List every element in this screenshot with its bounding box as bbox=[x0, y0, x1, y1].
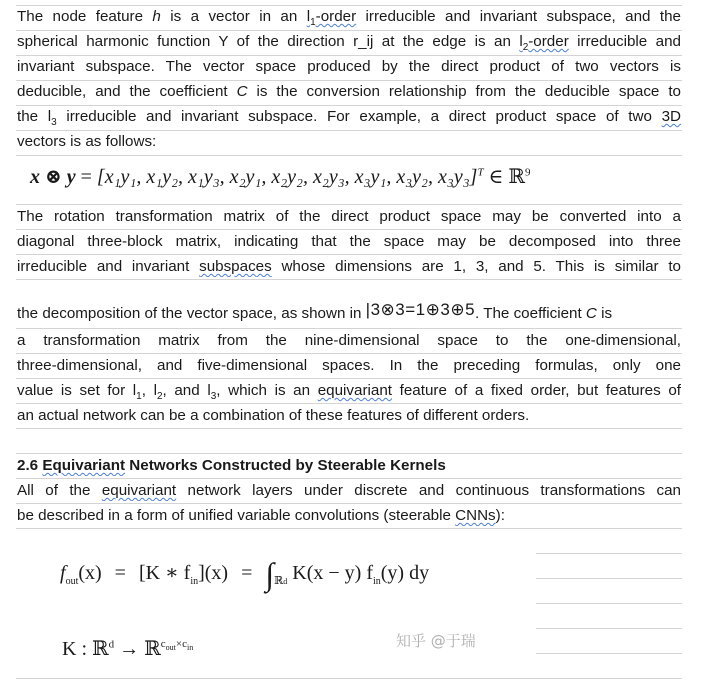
paragraph-line: diagonal three-block matrix, indicating that the space may be decomposed into three bbox=[17, 233, 681, 250]
rule-line bbox=[16, 428, 682, 429]
paragraph-line: The rotation transformation matrix of the direct product space may be converted into a bbox=[17, 208, 681, 225]
rule-line bbox=[16, 378, 682, 379]
rule-line bbox=[16, 229, 682, 230]
paragraph-line: value is set for $l_1$, $l_2$, and $l_3$, which is an equivariant feature of a fixed order, but features of bbox=[17, 382, 681, 403]
paragraph-line: three-dimensional, and five-dimensional spaces. In the preceding formulas, only one bbox=[17, 357, 681, 374]
rule-line bbox=[16, 279, 682, 280]
paragraph-line: deducible, and the coefficient C is the conversion relationship from the deducible space to bbox=[17, 83, 681, 100]
paragraph-line: be described in a form of unified variable convolutions (steerable CNNs): bbox=[17, 507, 505, 524]
rule-line bbox=[16, 503, 682, 504]
paragraph-line: the decomposition of the vector space, as shown in |3⊗3=1⊕3⊕5. The coefficient C is bbox=[17, 300, 613, 322]
rule-line bbox=[16, 204, 682, 205]
rule-line bbox=[16, 254, 682, 255]
paragraph-line: spherical harmonic function Y of the direction r_ij at the edge is an $l_2$-order irreducible and bbox=[17, 33, 681, 54]
paragraph-line: irreducible and invariant subspaces whose dimensions are 1, 3, and 5. This is similar to bbox=[17, 258, 681, 275]
rule-line bbox=[536, 653, 682, 654]
rule-line bbox=[16, 528, 682, 529]
rule-line bbox=[16, 478, 682, 479]
rule-line bbox=[16, 453, 682, 454]
rule-line bbox=[16, 353, 682, 354]
rule-line bbox=[16, 105, 682, 106]
kernel-definition-equation: K : ℝ$^d$ → ℝ$^{c_{out}\times c_{in}}$ bbox=[62, 638, 194, 660]
direct-product-equation: x ⊗ y = [x₁y₁, x₁y₂, x₁y₃, x₂y₁, x₂y₂, x₂y₃, x₃y₁, x₃y₂, x₃y₃]$^T$ ∈ ℝ$^9$ bbox=[30, 166, 531, 188]
paragraph-line: All of the equivariant network layers under discrete and continuous transformations can bbox=[17, 482, 681, 499]
decomposition-formula: |3⊗3=1⊕3⊕5 bbox=[365, 300, 476, 319]
rule-line bbox=[16, 328, 682, 329]
paragraph-line: The node feature h is a vector in an $l_1$-order irreducible and invariant subspace, and the bbox=[17, 8, 681, 29]
rule-line bbox=[16, 155, 682, 156]
rule-line bbox=[16, 5, 682, 6]
paragraph-line: the $l_3$ irreducible and invariant subspace. For example, a direct product space of two 3D bbox=[17, 108, 681, 129]
section-heading: 2.6 Equivariant Networks Constructed by Steerable Kernels bbox=[17, 457, 446, 474]
rule-line bbox=[536, 578, 682, 579]
steerable-convolution-equation: $f_{out}(x) = [K$ ∗ $f_{in}](x) = \int_{ℝd}$ K(x − y) $f_{in}(y)$ dy bbox=[60, 556, 430, 592]
rule-line bbox=[536, 553, 682, 554]
paragraph-line: vectors is as follows: bbox=[17, 133, 157, 150]
paragraph-line: an actual network can be a combination of these features of different orders. bbox=[17, 407, 530, 424]
paragraph-line: a transformation matrix from the nine-dimensional space to the one-dimensional, bbox=[17, 332, 681, 349]
rule-line bbox=[16, 678, 682, 679]
watermark: 知乎 @于瑞 bbox=[396, 632, 476, 650]
rule-line bbox=[536, 603, 682, 604]
rule-line bbox=[536, 628, 682, 629]
rule-line bbox=[16, 80, 682, 81]
paragraph-line: invariant subspace. The vector space produced by the direct product of two vectors is bbox=[17, 58, 681, 75]
